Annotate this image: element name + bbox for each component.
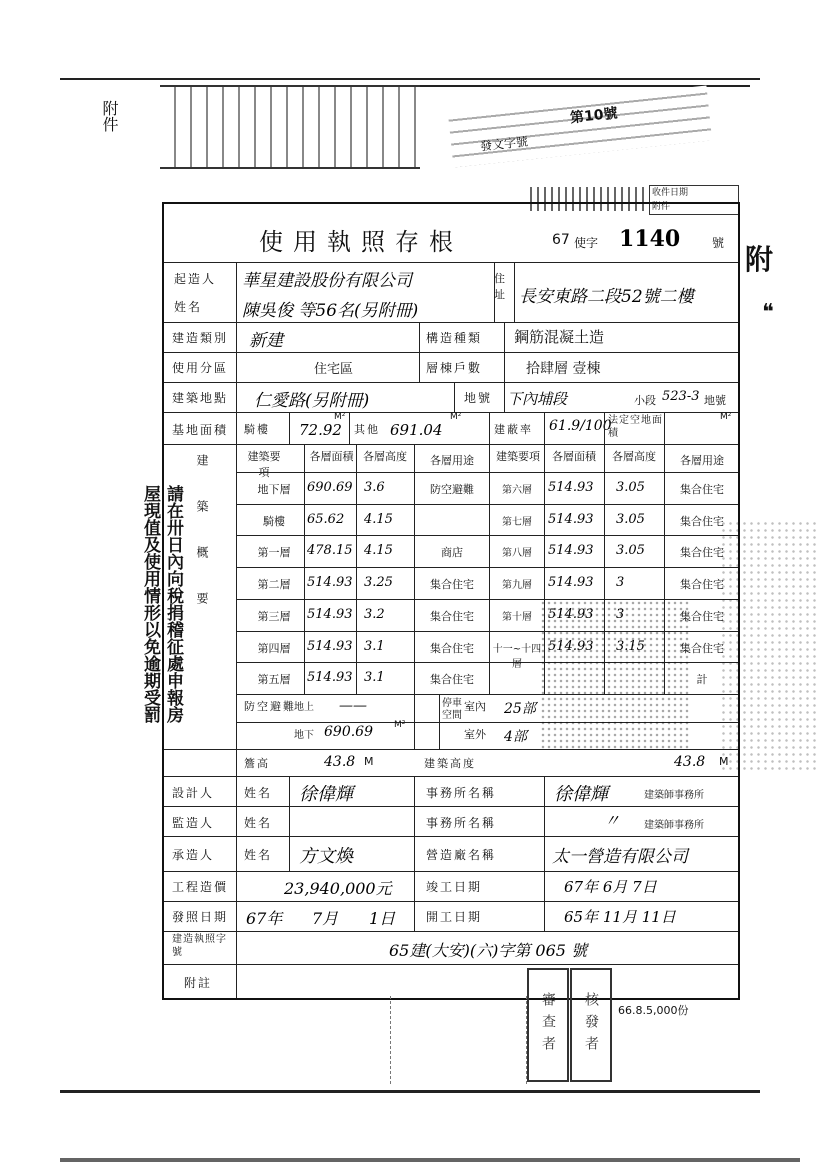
label-floors-households: 層棟戶數 bbox=[426, 361, 483, 375]
permit-no-value: 65建(大安)(六)字第 065 號 bbox=[389, 941, 588, 960]
parking-outdoor-value: 4部 bbox=[504, 729, 527, 745]
floor-left-area: 514.93 bbox=[307, 606, 353, 622]
label-site-location: 建築地點 bbox=[172, 391, 229, 405]
floor-right-area: 514.93 bbox=[548, 511, 594, 527]
permit-number-suffix: 號 bbox=[712, 236, 725, 250]
col-line-person-name bbox=[289, 776, 290, 871]
floor-left-use: 集合住宅 bbox=[430, 609, 474, 623]
label-shelter-below: 地下 bbox=[294, 730, 314, 741]
designer-name-value: 徐偉輝 bbox=[299, 784, 353, 805]
row-line-location bbox=[164, 382, 738, 383]
label-parking-outdoor: 室外 bbox=[464, 728, 486, 741]
label-building-height: 建築高度 bbox=[424, 757, 476, 770]
col-line-structure-value bbox=[504, 322, 505, 382]
cost-value: 23,940,000元 bbox=[284, 879, 392, 898]
floor-right-use: 集合住宅 bbox=[680, 641, 724, 655]
land-lot-number-value: 523-3 bbox=[662, 389, 700, 404]
label-site-area: 基地面積 bbox=[172, 423, 229, 437]
label-start-date: 開工日期 bbox=[426, 910, 483, 924]
eave-height-value: 43.8 bbox=[324, 754, 356, 770]
issue-date-year-value: 67年 bbox=[246, 909, 283, 928]
col-line-firm-label bbox=[414, 776, 415, 931]
land-lot-section-value: 下內埔段 bbox=[507, 390, 568, 408]
label-building-summary: 建築概要 bbox=[195, 454, 209, 638]
floor-right-use: 集合住宅 bbox=[680, 609, 724, 623]
margin-note-right: 附 bbox=[745, 243, 774, 276]
floor-left-use: 商店 bbox=[441, 546, 463, 560]
floor-left-height: 4.15 bbox=[364, 543, 393, 559]
col-line-open-area-value bbox=[664, 412, 665, 444]
designer-firm-suffix: 建築師事務所 bbox=[644, 790, 704, 801]
col-line-coverage bbox=[489, 412, 490, 444]
contractor-firm-value: 太一營造有限公司 bbox=[552, 847, 688, 867]
label-coverage: 建蔽率 bbox=[494, 423, 533, 436]
floor-left-height: 3.25 bbox=[364, 575, 393, 591]
col-line-land-lot-value bbox=[504, 382, 505, 412]
grid-col-left-height bbox=[356, 444, 357, 694]
col-line-parking bbox=[439, 694, 440, 749]
floor-right-area: 514.93 bbox=[548, 480, 594, 495]
floor-right-height: 3.05 bbox=[616, 543, 645, 559]
row-line-supervisor bbox=[164, 806, 738, 807]
label-shelter-above: 地上 bbox=[294, 702, 314, 713]
label-legal-open-area: 法定空地面積 bbox=[608, 415, 663, 439]
approval-stamp-pattern bbox=[540, 600, 690, 750]
label-issue-date: 發照日期 bbox=[172, 910, 229, 924]
print-note: 66.8.5,000份 bbox=[618, 1004, 689, 1017]
floor-left-use: 集合住宅 bbox=[430, 673, 474, 687]
floor-left-item: 第一層 bbox=[257, 546, 291, 560]
builder-company-value: 華星建設股份有限公司 bbox=[242, 271, 412, 291]
floor-left-area: 65.62 bbox=[307, 511, 345, 527]
label-supervisor: 監造人 bbox=[172, 816, 215, 830]
floor-right-item: 十一~十四層 bbox=[492, 643, 542, 670]
row-line-designer bbox=[164, 776, 738, 777]
scan-border-top bbox=[60, 78, 760, 80]
col-line-coverage-value bbox=[544, 412, 545, 444]
col-line-open-area bbox=[604, 412, 605, 444]
other-area-value: 691.04 bbox=[390, 421, 443, 439]
floor-left-area: 478.15 bbox=[307, 543, 353, 559]
grid-header-item-right: 建築要項 bbox=[496, 450, 540, 463]
arcade-area-value: 72.92 bbox=[299, 421, 342, 439]
row-line-remarks bbox=[164, 964, 738, 965]
scan-border-bottom bbox=[60, 1090, 760, 1093]
floor-left-area: 690.69 bbox=[307, 480, 353, 495]
row-line-cost bbox=[164, 871, 738, 872]
shelter-below-value: 690.69 bbox=[324, 724, 373, 740]
land-lot-subsection-label: 小段 bbox=[634, 394, 656, 407]
top-right-stamp-line2: 附件 bbox=[652, 202, 671, 212]
floor-left-height: 4.15 bbox=[364, 511, 393, 527]
top-right-stamp-line1: 收件日期 bbox=[652, 188, 689, 198]
header-number-stamp bbox=[420, 85, 750, 167]
seal-placeholder-box bbox=[390, 996, 527, 1084]
floor-row-line bbox=[236, 567, 738, 568]
row-line-issue bbox=[164, 901, 738, 902]
issue-date-day-value: 1日 bbox=[369, 909, 396, 928]
header-number-stamp-fill bbox=[448, 86, 712, 168]
label-permit-no: 建造執照字號 bbox=[172, 934, 227, 958]
grid-header-use-right: 各層用途 bbox=[680, 454, 724, 467]
label-defense-shelter: 防空避難 bbox=[244, 700, 296, 713]
floors-households-value: 拾肆層 壹棟 bbox=[526, 361, 601, 377]
col-line-address-value bbox=[514, 262, 515, 322]
seal-issuer: 核發者 bbox=[570, 968, 612, 1082]
label-supervisor-firm: 事務所名稱 bbox=[426, 816, 497, 830]
floor-left-item: 地下層 bbox=[257, 483, 291, 496]
grid-header-item: 建築要項 bbox=[247, 450, 281, 479]
building-height-value: 43.8 bbox=[674, 754, 706, 770]
label-structure-type: 構造種類 bbox=[426, 331, 483, 345]
floor-right-use: 集合住宅 bbox=[680, 546, 724, 560]
col-line-firm-value bbox=[544, 776, 545, 931]
building-category-value: 新建 bbox=[249, 331, 283, 351]
grid-col-left-use bbox=[414, 444, 415, 749]
grid-header-area: 各層面積 bbox=[309, 450, 354, 463]
coverage-value: 61.9/100 bbox=[549, 418, 612, 434]
form-title: 使用執照存根 bbox=[259, 228, 463, 256]
floor-right-height: 3.05 bbox=[616, 511, 645, 527]
floor-left-area: 514.93 bbox=[307, 638, 353, 654]
floor-left-height: 3.1 bbox=[364, 638, 385, 654]
grid-header-use: 各層用途 bbox=[430, 454, 474, 467]
row-line-category bbox=[164, 322, 738, 323]
floor-row-line bbox=[236, 504, 738, 505]
floor-right-use: 集合住宅 bbox=[680, 514, 724, 528]
label-designer-name: 姓名 bbox=[244, 786, 273, 800]
building-height-unit: M bbox=[719, 755, 729, 768]
permit-number: 1140 bbox=[619, 226, 681, 252]
label-contractor-name: 姓名 bbox=[244, 848, 273, 862]
header-number-stamp-text: 第10號 bbox=[569, 105, 619, 127]
label-remarks: 附註 bbox=[184, 976, 213, 990]
structure-type-value: 鋼筋混凝土造 bbox=[514, 328, 605, 346]
floor-right-height: 3 bbox=[616, 606, 625, 622]
right-edge-mark: ❝ bbox=[762, 300, 774, 325]
floor-row-line bbox=[236, 535, 738, 536]
floor-right-item: 第十層 bbox=[502, 611, 532, 623]
label-land-lot: 地號 bbox=[464, 391, 493, 405]
floor-right-height: 3.05 bbox=[616, 480, 645, 495]
header-blurred-stamp bbox=[160, 85, 420, 169]
row-line-zoning bbox=[164, 352, 738, 353]
supervisor-firm-suffix: 建築師事務所 bbox=[644, 820, 704, 831]
row-line-builder bbox=[164, 262, 738, 263]
floor-left-height: 3.2 bbox=[364, 606, 385, 622]
label-builder: 起造人 bbox=[174, 272, 217, 286]
floor-left-use: 集合住宅 bbox=[430, 641, 474, 655]
seal-reviewer: 審查者 bbox=[527, 968, 569, 1082]
left-header-mark-text: 附件 bbox=[100, 100, 119, 132]
floor-left-height: 3.6 bbox=[364, 480, 385, 495]
address-value: 長安東路二段52號二樓 bbox=[519, 287, 694, 307]
builder-person-value: 陳吳俊 等56名(另附冊) bbox=[242, 301, 419, 321]
right-edge-stamp-pattern bbox=[720, 520, 820, 770]
label-supervisor-name: 姓名 bbox=[244, 816, 273, 830]
floor-right-item: 第八層 bbox=[502, 548, 532, 560]
floor-left-use: 集合住宅 bbox=[430, 578, 474, 592]
floor-left-item: 第四層 bbox=[257, 641, 291, 655]
col-line-structure bbox=[419, 322, 420, 382]
other-area-unit: M² bbox=[450, 412, 462, 422]
label-other: 其他 bbox=[354, 423, 380, 436]
floor-right-area: 514.93 bbox=[548, 638, 594, 654]
label-designer: 設計人 bbox=[172, 786, 215, 800]
grid-header-height-right: 各層高度 bbox=[612, 450, 656, 463]
shelter-below-unit: M² bbox=[394, 720, 406, 730]
floor-right-use: 計 bbox=[696, 673, 708, 687]
permit-number-label: 使字 bbox=[574, 236, 599, 250]
floor-right-item: 第七層 bbox=[502, 516, 532, 528]
label-address: 住址 bbox=[494, 272, 507, 301]
floor-row-line bbox=[236, 472, 738, 473]
label-completion-date: 竣工日期 bbox=[426, 880, 483, 894]
floor-right-item: 第九層 bbox=[502, 580, 532, 592]
supervisor-firm-value: 〃 bbox=[604, 811, 621, 830]
floor-right-use: 集合住宅 bbox=[680, 578, 724, 592]
floor-left-item: 第三層 bbox=[257, 609, 291, 623]
margin-note-col1: 屋現值及使用情形以免逾期受罰 bbox=[140, 485, 160, 723]
label-zoning: 使用分區 bbox=[172, 361, 229, 375]
site-location-value: 仁愛路(另附冊) bbox=[254, 391, 370, 411]
zoning-value: 住宅區 bbox=[314, 362, 354, 377]
grid-header-height: 各層高度 bbox=[363, 450, 407, 463]
floor-right-item: 第六層 bbox=[502, 485, 532, 496]
col-line-arcade bbox=[289, 412, 290, 444]
eave-height-unit: M bbox=[364, 755, 374, 768]
floor-right-area: 514.93 bbox=[548, 543, 594, 559]
grid-col-left-area bbox=[304, 444, 305, 694]
open-area-unit: M² bbox=[720, 412, 732, 422]
floor-right-area: 514.93 bbox=[548, 575, 594, 591]
label-cost: 工程造價 bbox=[172, 880, 229, 894]
land-lot-suffix: 地號 bbox=[704, 394, 726, 407]
floor-right-height: 3 bbox=[616, 575, 625, 591]
floor-left-item: 第五層 bbox=[257, 673, 291, 687]
left-header-mark bbox=[98, 100, 138, 142]
label-parking-indoor: 室內 bbox=[464, 700, 486, 713]
floor-left-item: 第二層 bbox=[257, 578, 291, 592]
shelter-above-value: —— bbox=[339, 698, 367, 714]
floor-left-height: 3.1 bbox=[364, 670, 385, 686]
label-building-category: 建造類別 bbox=[172, 331, 229, 345]
col-line-land-lot bbox=[454, 382, 455, 412]
floor-left-area: 514.93 bbox=[307, 670, 353, 686]
permit-number-prefix: 67 bbox=[552, 232, 570, 248]
floor-right-height: 3.15 bbox=[616, 638, 645, 654]
floor-right-area: 514.93 bbox=[548, 606, 594, 622]
parking-indoor-value: 25部 bbox=[504, 701, 536, 717]
label-parking: 停車空間 bbox=[442, 698, 462, 721]
floor-left-use: 防空避難 bbox=[430, 483, 474, 496]
margin-note-col2: 請在卅日內向稅捐稽征處申報房 bbox=[163, 485, 183, 723]
floor-right-use: 集合住宅 bbox=[680, 483, 724, 496]
grid-header-area-right: 各層面積 bbox=[552, 450, 596, 463]
floor-left-area: 514.93 bbox=[307, 575, 353, 591]
label-contractor-firm: 營造廠名稱 bbox=[426, 848, 497, 862]
label-arcade: 騎樓 bbox=[244, 423, 270, 436]
row-line-permit-no bbox=[164, 931, 738, 932]
start-date-value: 65年 11月 11日 bbox=[564, 908, 676, 926]
completion-date-value: 67年 6月 7日 bbox=[564, 878, 657, 896]
scan-border-footer bbox=[60, 1158, 800, 1162]
floor-left-item: 騎樓 bbox=[263, 514, 285, 528]
label-builder-name: 姓名 bbox=[174, 300, 203, 314]
row-line-summary bbox=[164, 444, 738, 445]
contractor-name-value: 方文煥 bbox=[299, 846, 353, 867]
col-line-other bbox=[349, 412, 350, 444]
issue-date-month-value: 7月 bbox=[312, 909, 339, 928]
designer-firm-value: 徐偉輝 bbox=[554, 784, 608, 805]
label-eave-height: 簷高 bbox=[244, 757, 270, 770]
row-line-contractor bbox=[164, 836, 738, 837]
arcade-area-unit: M² bbox=[334, 412, 346, 422]
label-contractor: 承造人 bbox=[172, 848, 215, 862]
header-number-stamp-subtext: 發文字號 bbox=[479, 134, 529, 154]
label-designer-firm: 事務所名稱 bbox=[426, 786, 497, 800]
